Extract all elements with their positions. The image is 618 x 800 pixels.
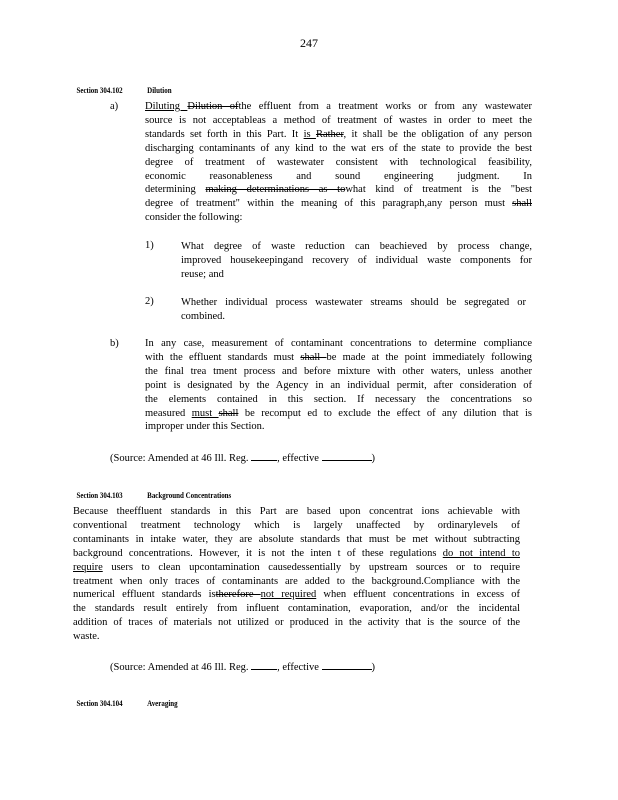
text-line: discharging contaminants of any kind to the wat ers of the state to provide the best xyxy=(145,142,532,154)
text-line: Whether individual process wastewater streams should be segregated or xyxy=(181,297,526,308)
source-note xyxy=(110,450,375,464)
source-mid: , effective xyxy=(277,453,319,464)
text-line: addition of traces of materials not utilized or produced in the activity that is the source of the xyxy=(73,617,520,629)
text-line: contaminants in intake water, they are absolute standards that must be met without subtracting xyxy=(73,533,520,545)
text-line: improved housekeepingand recovery of individual waste components for xyxy=(181,254,532,266)
source-note xyxy=(110,659,375,673)
text-line: economic reasonableness and sound engineering judgment. In xyxy=(145,170,532,182)
page-number: 247 xyxy=(300,36,318,50)
section-title: Dilution xyxy=(147,85,172,95)
text-line: Diluting Dilution ofthe effluent from a treatment works or from any wastewater xyxy=(145,101,532,112)
subsection-label: a) xyxy=(110,101,119,112)
text-line: treatment when only traces of contaminants are added to the background.Compliance with the xyxy=(73,575,520,587)
section-heading xyxy=(73,480,231,500)
text-line: require users to clean upcontamination causedessentially by upstream sources or to require xyxy=(73,561,520,573)
item-label: 2) xyxy=(145,296,154,307)
source-prefix: (Source: Amended at 46 Ill. Reg. xyxy=(110,662,249,673)
text-line: consider the following: xyxy=(145,212,243,224)
text-line: point is designated by the Agency in an individual permit, after consideration of xyxy=(145,379,532,391)
source-mid: , effective xyxy=(277,662,319,673)
text-line: degree of treatment" within the meaning of this paragraph,any person must shall xyxy=(145,198,532,210)
subsection-a-text xyxy=(145,100,532,225)
text-line: numerical effluent standards istherefore not required when effluent concentrations in excess of xyxy=(73,589,521,601)
text-line: with the effluent standards must shall be made at the point immediately following xyxy=(145,351,533,363)
text-line: combined. xyxy=(181,310,226,322)
text-line: What degree of waste reduction can beachieved by process change, xyxy=(181,241,532,252)
text-line: reuse; and xyxy=(181,268,224,280)
section-title: Averaging xyxy=(147,698,178,708)
text-line: In any case, measurement of contaminant concentrations to determine compliance xyxy=(145,338,532,349)
item-1-text xyxy=(181,240,532,282)
text-line: measured must shall be recomput ed to exclude the effect of any dilution that is xyxy=(145,407,532,419)
source-suffix: ) xyxy=(371,453,376,464)
text-line: degree of treatment of wastewater consistent with technological feasibility, xyxy=(145,156,532,168)
text-line: the standards result entirely from influent contamination, evaporation, and/or the incidental xyxy=(73,603,520,615)
subsection-label: b) xyxy=(110,338,119,349)
section-heading xyxy=(73,688,178,708)
text-line: determining making determinations as towhat kind of treatment is the "best xyxy=(145,184,532,196)
section-number: Section 304.103 xyxy=(76,490,123,500)
subsection-b-text xyxy=(145,337,532,434)
section-title: Background Concentrations xyxy=(147,490,232,500)
source-prefix: (Source: Amended at 46 Ill. Reg. xyxy=(110,453,249,464)
text-line: improper under this Section. xyxy=(145,421,265,433)
source-suffix: ) xyxy=(371,662,376,673)
item-label: 1) xyxy=(145,240,154,251)
text-line: source is not acceptableas a method of treatment of wastes in order to meet the xyxy=(145,114,532,126)
section-heading xyxy=(73,75,172,95)
text-line: background concentrations. However, it is not the inten t of these regulations do not intend to xyxy=(73,547,520,559)
text-line: conventional treatment technology which is largely unaffected by ordinarylevels of xyxy=(73,519,520,531)
background-concentrations-text xyxy=(73,505,520,644)
text-line: waste. xyxy=(73,631,100,643)
text-line: standards set forth in this Part. It is Rather, it shall be the obligation of any person xyxy=(145,128,532,140)
section-number: Section 304.104 xyxy=(76,698,123,708)
item-2-text xyxy=(181,296,526,324)
text-line: Because theeffluent standards in this Part are based upon concentrat ions achievable with xyxy=(73,506,520,517)
section-number: Section 304.102 xyxy=(76,85,123,95)
text-line: the final trea tment process and before mixture with other waters, unless another xyxy=(145,365,532,377)
text-line: the elements contained in this section. If necessary the concentrations so xyxy=(145,393,532,405)
